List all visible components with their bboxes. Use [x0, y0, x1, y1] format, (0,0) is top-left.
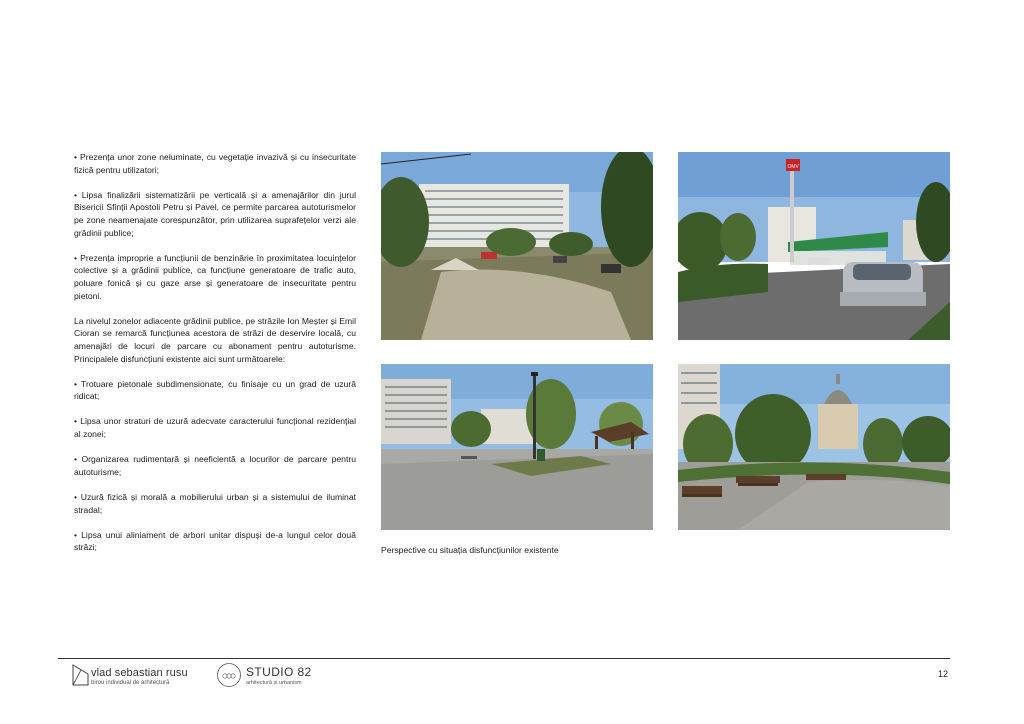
photo-plaza-pergola — [381, 364, 653, 530]
paragraph: La nivelul zonelor adiacente grădinii publice, pe străzile Ion Meșter și Emil Cioran se remarcă funcțiunea acestora de străzi de deservire locală, cu amenajări de locuri de parcare cu abonament pentru autoturisme. Principalele disfuncțiuni existente aici sunt următoarele: — [74, 315, 356, 364]
photo-gas-station — [678, 152, 950, 340]
paragraph: • Uzură fizică și morală a mobilierului urban și a sistemului de iluminat stradal; — [74, 492, 356, 515]
paragraph: • Lipsa unor straturi de uzură adecvate caracterului funcțional rezidențial al zonei; — [74, 416, 356, 440]
paragraph: • Lipsa finalizării sistematizării pe verticală și a amenajărilor din jurul Bisericii Sfinții Apostoli Petru și Pavel, ce permite parcarea autoturismelor pe zone neamenajate corespunzător, prin utilizarea suprafețelor verzi ale grădinii publice; — [74, 189, 356, 238]
paragraph: • Trotuare pietonale subdimensionate, cu finisaje cu un grad de uzură ridicat; — [74, 378, 356, 402]
page-number: 12 — [938, 669, 949, 679]
paragraph: • Lipsa unui aliniament de arbori unitar dispuși de-a lungul celor două străzi; — [74, 529, 356, 553]
figure-caption: Perspective cu situația disfuncțiunilor existente — [381, 545, 559, 555]
author-logo-icon — [72, 662, 90, 691]
footer-divider — [58, 658, 950, 659]
gas-sign-label: OMV — [787, 164, 799, 170]
studio-logo-icon — [216, 662, 242, 693]
studio-name: STUDIO 82 — [246, 665, 312, 679]
author-name: vlad sebastian rusu — [91, 667, 188, 679]
studio-subtitle: arhitectură și urbanism — [246, 680, 302, 686]
photo-park-cathedral — [678, 364, 950, 530]
text-column — [74, 151, 356, 567]
author-subtitle: birou individual de arhitectură — [91, 680, 170, 686]
paragraph: • Prezența unor zone neluminate, cu vegetație invazivă și cu insecuritate fizică pentru utilizatori; — [74, 152, 356, 175]
photo-apartment-blocks-parking — [381, 152, 653, 340]
paragraph: • Organizarea rudimentară și neeficientă a locurilor de parcare pentru autoturisme; — [74, 454, 356, 477]
paragraph: • Prezența improprie a funcțiunii de benzinărie în proximitatea locuințelor colective și a grădinii publice, ca funcțiune generatoare de trafic auto, poluare fonică și cu gaze arse și generatoare de insecuritate pentru pietoni. — [74, 252, 356, 301]
